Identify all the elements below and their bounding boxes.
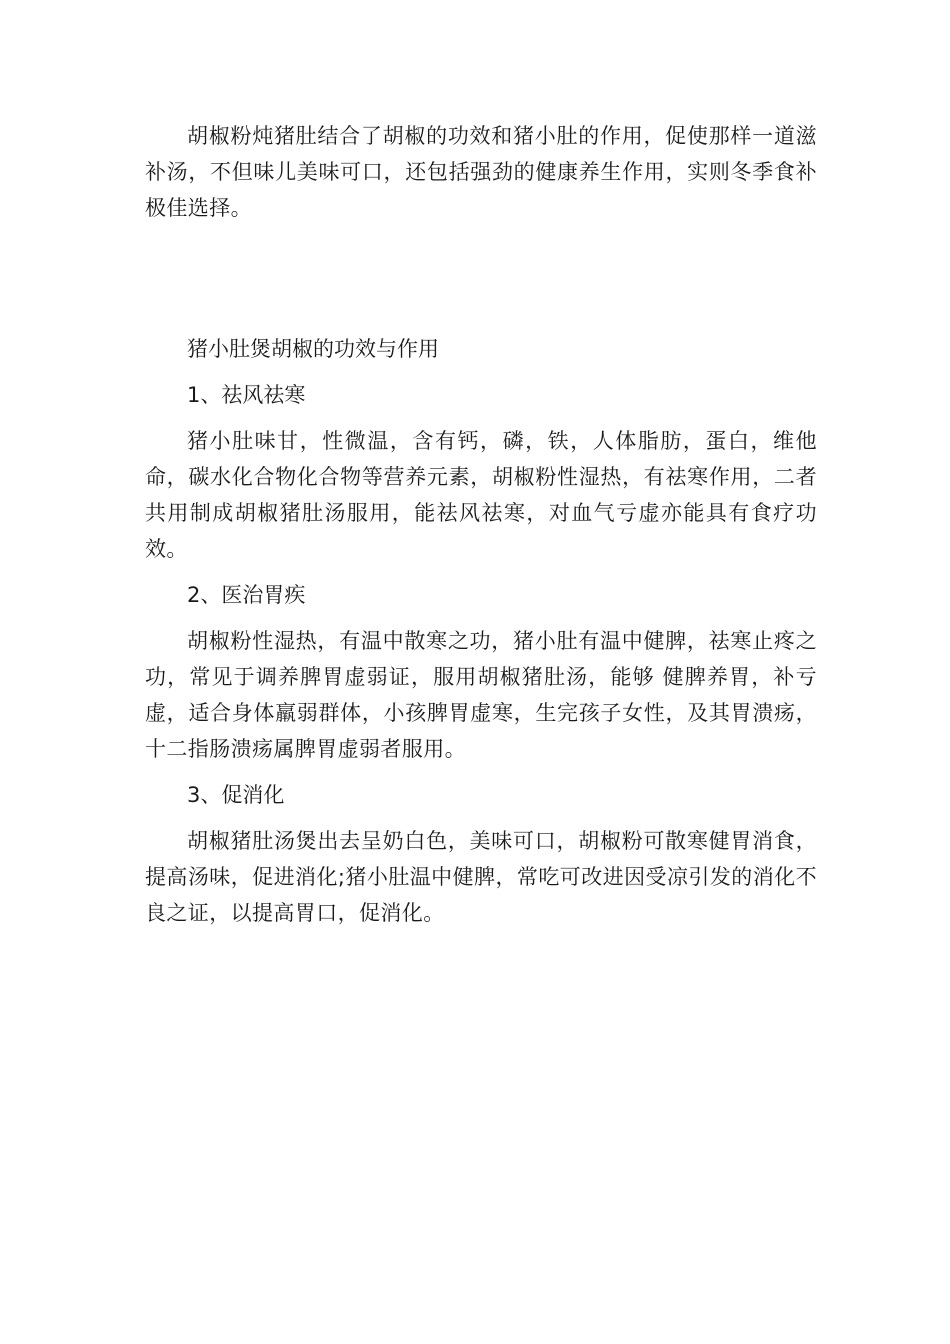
section-spacer — [145, 226, 817, 331]
item-heading-1: 1、祛风祛寒 — [187, 383, 306, 407]
intro-paragraph: 胡椒粉炖猪肚结合了胡椒的功效和猪小肚的作用，促使那样一道滋补汤，不但味儿美味可口，还包括强劲的健康养生作用，实则冬季食补极佳选择。 — [145, 124, 817, 220]
item-body-1: 猪小肚味甘，性微温，含有钙，磷，铁，人体脂肪，蛋白，维他命，碳水化合物化合物等营养元素，胡椒粉性湿热，有祛寒作用，二者共用制成胡椒猪肚汤服用，能祛风祛寒，对血气亏虚亦能具有食疗功效。 — [145, 429, 817, 561]
section-title: 猪小肚煲胡椒的功效与作用 — [187, 337, 439, 361]
document-body — [145, 118, 817, 931]
item-heading-2: 2、医治胃疾 — [187, 583, 306, 607]
item-heading-3: 3、促消化 — [187, 783, 285, 807]
item-body-2: 胡椒粉性湿热，有温中散寒之功，猪小肚有温中健脾，祛寒止疼之功，常见于调养脾胃虚弱证，服用胡椒猪肚汤，能够 健脾养胃，补亏虚，适合身体羸弱群体，小孩脾胃虚寒，生完孩子女性，及其胃溃疡，十二指肠溃疡属脾胃虚弱者服用。 — [145, 629, 817, 761]
item-body-3: 胡椒猪肚汤煲出去呈奶白色，美味可口，胡椒粉可散寒健胃消食，提高汤味，促进消化;猪小肚温中健脾，常吃可改进因受凉引发的消化不良之证，以提高胃口，促消化。 — [145, 829, 817, 925]
